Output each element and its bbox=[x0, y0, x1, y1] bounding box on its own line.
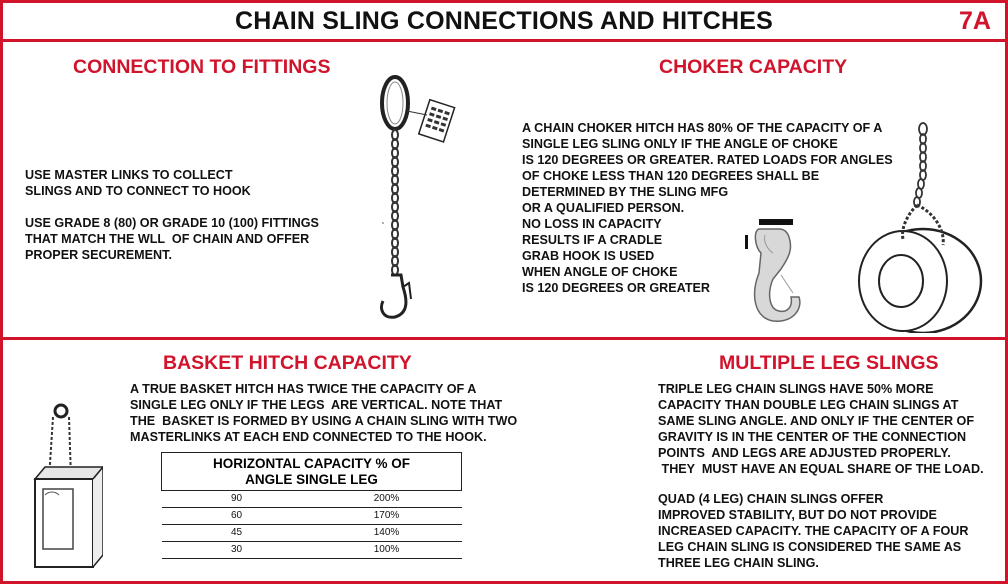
page-code: 7A bbox=[959, 7, 991, 35]
table-header bbox=[162, 453, 462, 491]
capacity-cell: 170% bbox=[312, 508, 462, 525]
cradle-grab-hook-illustration bbox=[737, 213, 817, 331]
table-header-line2: ANGLE SINGLE LEG bbox=[245, 472, 378, 487]
connection-text-masterlinks: USE MASTER LINKS TO COLLECT SLINGS AND TO CONNECT TO HOOK bbox=[25, 168, 251, 198]
horizontal-capacity-table bbox=[161, 452, 462, 559]
multiple-text-triple: TRIPLE LEG CHAIN SLINGS HAVE 50% MORE CAPACITY THAN DOUBLE LEG CHAIN SLINGS AT SAME SLING ANGLE. AND ONLY IF THE CENTER OF GRAVITY IS IN THE CENTER OF THE CONNECTION POINTS AND LEGS ARE ADJUSTED PROPERLY. THEY MUST HAVE AN EQUAL SHARE OF THE LOAD. bbox=[658, 382, 984, 476]
choker-hitch-coil-illustration bbox=[855, 121, 985, 333]
table-header-row bbox=[162, 453, 462, 491]
table-row bbox=[162, 491, 462, 508]
basket-heading: BASKET HITCH CAPACITY bbox=[163, 352, 412, 374]
table-header-line1: HORIZONTAL CAPACITY % OF bbox=[212, 456, 410, 471]
section-divider bbox=[3, 337, 1005, 340]
capacity-cell: 140% bbox=[312, 525, 462, 542]
basket-hitch-block-illustration bbox=[23, 399, 103, 569]
choker-text: A CHAIN CHOKER HITCH HAS 80% OF THE CAPACITY OF A SINGLE LEG SLING ONLY IF THE ANGLE OF CHOKE IS 120 DEGREES OR GREATER. RATED LOADS FOR ANGLES OF CHOKE LESS THAN 120 DEGREES SHALL BE DETERMINED BY THE SLING MFG OR A QUALIFIED PERSON. NO LOSS IN CAPACITY RESULTS IF A CRADLE GRAB HOOK IS USED WHEN ANGLE OF CHOKE IS 120 DEGREES OR GREATER bbox=[522, 121, 893, 295]
table-row bbox=[162, 508, 462, 525]
table-row bbox=[162, 542, 462, 559]
connection-text-fittings: USE GRADE 8 (80) OR GRADE 10 (100) FITTINGS THAT MATCH THE WLL OF CHAIN AND OFFER PROPER SECUREMENT. bbox=[25, 216, 319, 262]
connection-heading: CONNECTION TO FITTINGS bbox=[73, 56, 331, 78]
angle-cell: 45 bbox=[162, 525, 312, 542]
choker-heading: CHOKER CAPACITY bbox=[659, 56, 848, 78]
single-leg-chain-sling-illustration bbox=[371, 73, 461, 325]
capacity-cell: 200% bbox=[312, 491, 462, 508]
table-row bbox=[162, 525, 462, 542]
angle-cell: 30 bbox=[162, 542, 312, 559]
page-title: CHAIN SLING CONNECTIONS AND HITCHES bbox=[234, 7, 774, 35]
capacity-cell: 100% bbox=[312, 542, 462, 559]
angle-cell: 60 bbox=[162, 508, 312, 525]
multiple-heading: MULTIPLE LEG SLINGS bbox=[719, 352, 939, 374]
title-divider bbox=[3, 39, 1005, 42]
multiple-text-quad: QUAD (4 LEG) CHAIN SLINGS OFFER IMPROVED STABILITY, BUT DO NOT PROVIDE INCREASED CAPACITY. THE CAPACITY OF A FOUR LEG CHAIN SLING IS CONSIDERED THE SAME AS THREE LEG CHAIN SLING. bbox=[658, 492, 969, 570]
angle-cell: 90 bbox=[162, 491, 312, 508]
basket-text: A TRUE BASKET HITCH HAS TWICE THE CAPACITY OF A SINGLE LEG ONLY IF THE LEGS ARE VERTICAL. NOTE THAT THE BASKET IS FORMED BY USING A CHAIN SLING WITH TWO MASTERLINKS AT EACH END CONNECTED TO THE HOOK. bbox=[130, 382, 518, 444]
